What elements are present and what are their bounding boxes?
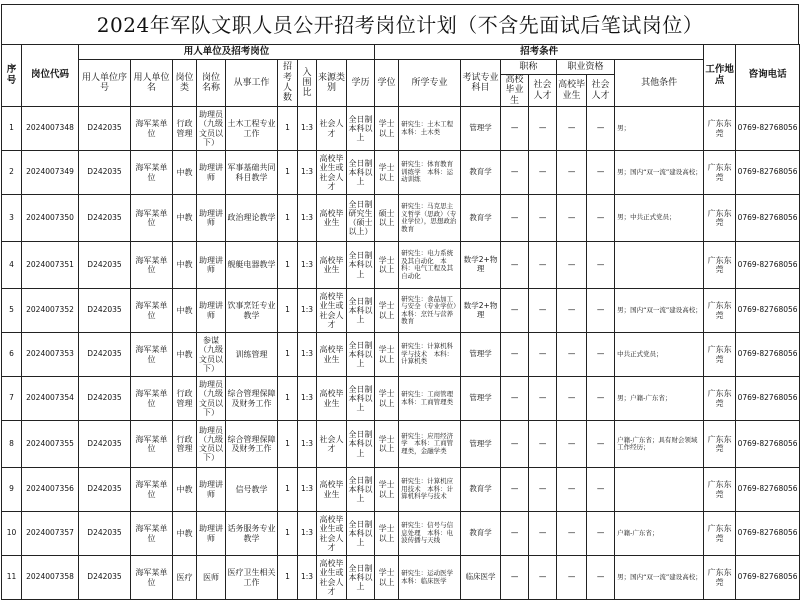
cell-qual-grad: — — [557, 289, 587, 333]
cell-title-social: — — [529, 556, 557, 600]
cell-degree: 学士以上 — [375, 468, 399, 512]
cell-seq: 3 — [2, 195, 22, 242]
cell-count: 1 — [278, 289, 298, 333]
cell-phone: 0769-82768056 — [736, 107, 800, 151]
header-source: 来源类别 — [317, 60, 347, 107]
table-row — [2, 556, 800, 600]
table-body — [2, 107, 800, 600]
cell-work: 政治理论教学 — [226, 195, 278, 242]
cell-employer-seq: D242035 — [79, 377, 131, 421]
cell-qual-grad: — — [557, 333, 587, 377]
cell-ratio: 1:3 — [298, 512, 317, 556]
header-group-employer: 用人单位及招考岗位 — [79, 45, 375, 60]
cell-employer-name: 海军某单位 — [131, 468, 173, 512]
cell-employer-name: 海军某单位 — [131, 195, 173, 242]
cell-degree: 学士以上 — [375, 333, 399, 377]
cell-employer-seq: D242035 — [79, 151, 131, 195]
table-row — [2, 242, 800, 289]
header-qual-grad: 高校毕业生 — [557, 75, 587, 107]
cell-count: 1 — [278, 377, 298, 421]
cell-other: 男；户籍-广东省； — [615, 377, 704, 421]
cell-ratio: 1:3 — [298, 556, 317, 600]
cell-source: 高校毕业生 — [317, 333, 347, 377]
cell-source: 高校毕业生或社会人才 — [317, 289, 347, 333]
cell-qual-social: — — [587, 151, 615, 195]
header-major: 所学专业 — [399, 60, 461, 107]
cell-other: 男；中共正式党员； — [615, 195, 704, 242]
cell-seq: 5 — [2, 289, 22, 333]
cell-location: 广东东莞 — [704, 512, 736, 556]
cell-post-name: 助理讲师 — [197, 151, 226, 195]
cell-other: 男；国内“双一流”建设高校； — [615, 151, 704, 195]
header-degree: 学位 — [375, 60, 399, 107]
cell-source: 高校毕业生或社会人才 — [317, 512, 347, 556]
cell-post-type: 中教 — [173, 195, 197, 242]
header-employer-name: 用人单位名 — [131, 60, 173, 107]
cell-post-name: 助理员（九级文员以下） — [197, 107, 226, 151]
cell-employer-seq: D242035 — [79, 289, 131, 333]
cell-employer-name: 海军某单位 — [131, 421, 173, 468]
cell-work: 舰艇电器教学 — [226, 242, 278, 289]
cell-employer-name: 海军某单位 — [131, 333, 173, 377]
cell-post-type: 中教 — [173, 242, 197, 289]
cell-post-code: 2024007357 — [22, 512, 79, 556]
cell-phone: 0769-82768056 — [736, 421, 800, 468]
cell-count: 1 — [278, 195, 298, 242]
cell-exam-subject: 教育学 — [461, 512, 501, 556]
cell-post-code: 2024007353 — [22, 333, 79, 377]
cell-major: 研究生：信号与信息处理 本科：电波传播与天线 — [399, 512, 461, 556]
cell-title-grad: — — [501, 289, 529, 333]
cell-employer-seq: D242035 — [79, 195, 131, 242]
cell-qual-grad: — — [557, 195, 587, 242]
cell-seq: 7 — [2, 377, 22, 421]
cell-count: 1 — [278, 333, 298, 377]
cell-education: 全日制本科以上 — [347, 556, 375, 600]
cell-qual-grad: — — [557, 107, 587, 151]
cell-work: 信号教学 — [226, 468, 278, 512]
cell-exam-subject: 临床医学 — [461, 556, 501, 600]
cell-degree: 学士以上 — [375, 377, 399, 421]
cell-location: 广东东莞 — [704, 468, 736, 512]
cell-education: 全日制本科以上 — [347, 333, 375, 377]
cell-post-code: 2024007348 — [22, 107, 79, 151]
cell-qual-social: — — [587, 468, 615, 512]
cell-location: 广东东莞 — [704, 289, 736, 333]
table-row — [2, 195, 800, 242]
cell-seq: 8 — [2, 421, 22, 468]
header-phone: 咨询电话 — [736, 45, 800, 107]
cell-title-grad: — — [501, 151, 529, 195]
cell-qual-social: — — [587, 556, 615, 600]
cell-count: 1 — [278, 421, 298, 468]
cell-post-code: 2024007352 — [22, 289, 79, 333]
cell-post-code: 2024007351 — [22, 242, 79, 289]
recruitment-table — [1, 44, 800, 600]
cell-post-type: 中教 — [173, 512, 197, 556]
cell-post-type: 行政管理 — [173, 107, 197, 151]
cell-major: 研究生：体育教育训练学 本科：运动训练 — [399, 151, 461, 195]
cell-post-code: 2024007354 — [22, 377, 79, 421]
cell-seq: 2 — [2, 151, 22, 195]
cell-exam-subject: 管理学 — [461, 107, 501, 151]
cell-ratio: 1:3 — [298, 468, 317, 512]
cell-count: 1 — [278, 512, 298, 556]
cell-employer-seq: D242035 — [79, 468, 131, 512]
cell-qual-grad: — — [557, 242, 587, 289]
table-row — [2, 107, 800, 151]
table-row — [2, 512, 800, 556]
cell-phone: 0769-82768056 — [736, 242, 800, 289]
cell-employer-seq: D242035 — [79, 512, 131, 556]
cell-degree: 学士以上 — [375, 242, 399, 289]
cell-exam-subject: 管理学 — [461, 333, 501, 377]
cell-source: 高校毕业生 — [317, 468, 347, 512]
table-row — [2, 377, 800, 421]
cell-phone: 0769-82768056 — [736, 377, 800, 421]
cell-post-code: 2024007350 — [22, 195, 79, 242]
cell-seq: 1 — [2, 107, 22, 151]
cell-count: 1 — [278, 151, 298, 195]
cell-work: 综合管理保障及财务工作 — [226, 377, 278, 421]
cell-work: 饮事烹饪专业教学 — [226, 289, 278, 333]
cell-location: 广东东莞 — [704, 556, 736, 600]
cell-phone: 0769-82768056 — [736, 289, 800, 333]
cell-qual-social: — — [587, 289, 615, 333]
cell-phone: 0769-82768056 — [736, 468, 800, 512]
cell-work: 训练管理 — [226, 333, 278, 377]
header-qual-group: 职业资格 — [557, 60, 615, 75]
cell-seq: 10 — [2, 512, 22, 556]
cell-employer-name: 海军某单位 — [131, 107, 173, 151]
cell-post-type: 医疗 — [173, 556, 197, 600]
cell-post-name: 助理员（九级文员以下） — [197, 377, 226, 421]
cell-qual-grad: — — [557, 468, 587, 512]
cell-qual-social: — — [587, 333, 615, 377]
cell-source: 高校毕业生或社会人才 — [317, 556, 347, 600]
header-qual-social: 社会人才 — [587, 75, 615, 107]
cell-title-social: — — [529, 377, 557, 421]
cell-qual-social: — — [587, 195, 615, 242]
cell-post-code: 2024007355 — [22, 421, 79, 468]
table-row — [2, 151, 800, 195]
header-other: 其他条件 — [615, 60, 704, 107]
cell-exam-subject: 数学2+物理 — [461, 242, 501, 289]
header-ratio: 入围比 — [298, 60, 317, 107]
header-post-type: 岗位类 — [173, 60, 197, 107]
cell-other — [615, 468, 704, 512]
cell-education: 全日制本科以上 — [347, 151, 375, 195]
header-education: 学历 — [347, 60, 375, 107]
header-count: 招考人数 — [278, 60, 298, 107]
cell-major: 研究生：计算机应用技术 本科：计算机科学与技术 — [399, 468, 461, 512]
header-post-code: 岗位代码 — [22, 45, 79, 107]
cell-seq: 11 — [2, 556, 22, 600]
cell-seq: 6 — [2, 333, 22, 377]
cell-employer-name: 海军某单位 — [131, 289, 173, 333]
cell-ratio: 1:3 — [298, 242, 317, 289]
cell-title-social: — — [529, 151, 557, 195]
cell-post-name: 医师 — [197, 556, 226, 600]
cell-work: 医疗卫生相关工作 — [226, 556, 278, 600]
cell-title-grad: — — [501, 556, 529, 600]
cell-education: 全日制本科以上 — [347, 289, 375, 333]
cell-ratio: 1:3 — [298, 195, 317, 242]
cell-source: 高校毕业生或社会人才 — [317, 151, 347, 195]
cell-exam-subject: 管理学 — [461, 421, 501, 468]
cell-education: 全日制研究生（硕士以上） — [347, 195, 375, 242]
cell-count: 1 — [278, 242, 298, 289]
cell-qual-social: — — [587, 242, 615, 289]
header-title-grad: 高校毕业生 — [501, 75, 529, 107]
cell-title-grad: — — [501, 195, 529, 242]
cell-exam-subject: 管理学 — [461, 377, 501, 421]
cell-work: 军事基础共同科目教学 — [226, 151, 278, 195]
cell-count: 1 — [278, 468, 298, 512]
cell-employer-name: 海军某单位 — [131, 151, 173, 195]
cell-source: 高校毕业生 — [317, 195, 347, 242]
cell-ratio: 1:3 — [298, 107, 317, 151]
cell-ratio: 1:3 — [298, 421, 317, 468]
cell-post-name: 助理讲师 — [197, 468, 226, 512]
cell-other: 男；国内“双一流”建设高校； — [615, 556, 704, 600]
cell-education: 全日制本科以上 — [347, 242, 375, 289]
cell-location: 广东东莞 — [704, 151, 736, 195]
cell-degree: 学士以上 — [375, 107, 399, 151]
cell-post-code: 2024007358 — [22, 556, 79, 600]
cell-count: 1 — [278, 107, 298, 151]
cell-major: 研究生：食品加工与安全（专业学位） 本科：烹饪与营养教育 — [399, 289, 461, 333]
cell-employer-seq: D242035 — [79, 556, 131, 600]
cell-title-social: — — [529, 242, 557, 289]
header-exam-subject: 考试专业科目 — [461, 60, 501, 107]
table-row — [2, 289, 800, 333]
cell-work: 综合管理保障及财务工作 — [226, 421, 278, 468]
cell-seq: 4 — [2, 242, 22, 289]
cell-qual-social: — — [587, 107, 615, 151]
cell-education: 全日制本科以上 — [347, 377, 375, 421]
header-title-social: 社会人才 — [529, 75, 557, 107]
cell-degree: 硕士以上 — [375, 195, 399, 242]
cell-phone: 0769-82768056 — [736, 512, 800, 556]
cell-post-type: 中教 — [173, 289, 197, 333]
cell-other: 户籍-广东省；具有财会领域工作经历； — [615, 421, 704, 468]
cell-employer-name: 海军某单位 — [131, 242, 173, 289]
cell-source: 社会人才 — [317, 421, 347, 468]
cell-location: 广东东莞 — [704, 333, 736, 377]
cell-source: 高校毕业生 — [317, 242, 347, 289]
cell-post-name: 助理员（九级文员以下） — [197, 421, 226, 468]
cell-other: 男；国内“双一流”建设高校； — [615, 289, 704, 333]
cell-other: 中共正式党员； — [615, 333, 704, 377]
cell-work: 话务服务专业教学 — [226, 512, 278, 556]
cell-degree: 学士以上 — [375, 421, 399, 468]
cell-employer-seq: D242035 — [79, 333, 131, 377]
cell-title-social: — — [529, 107, 557, 151]
cell-employer-name: 海军某单位 — [131, 512, 173, 556]
cell-qual-grad: — — [557, 556, 587, 600]
cell-phone: 0769-82768056 — [736, 151, 800, 195]
cell-ratio: 1:3 — [298, 333, 317, 377]
header-work: 从事工作 — [226, 60, 278, 107]
cell-exam-subject: 教育学 — [461, 195, 501, 242]
cell-ratio: 1:3 — [298, 377, 317, 421]
cell-phone: 0769-82768056 — [736, 333, 800, 377]
cell-title-grad: — — [501, 107, 529, 151]
cell-qual-social: — — [587, 377, 615, 421]
cell-title-grad: — — [501, 512, 529, 556]
cell-other: 户籍-广东省； — [615, 512, 704, 556]
cell-qual-social: — — [587, 512, 615, 556]
cell-location: 广东东莞 — [704, 242, 736, 289]
cell-education: 全日制本科以上 — [347, 468, 375, 512]
cell-location: 广东东莞 — [704, 421, 736, 468]
cell-education: 全日制本科以上 — [347, 107, 375, 151]
cell-major: 研究生：运动医学 本科：临床医学 — [399, 556, 461, 600]
table-row — [2, 333, 800, 377]
cell-post-code: 2024007356 — [22, 468, 79, 512]
cell-major: 研究生：工商管理 本科：工商管理类 — [399, 377, 461, 421]
cell-count: 1 — [278, 556, 298, 600]
cell-seq: 9 — [2, 468, 22, 512]
cell-post-type: 行政管理 — [173, 421, 197, 468]
cell-post-code: 2024007349 — [22, 151, 79, 195]
cell-source: 高校毕业生 — [317, 377, 347, 421]
cell-other: 男； — [615, 107, 704, 151]
cell-location: 广东东莞 — [704, 377, 736, 421]
cell-degree: 学士以上 — [375, 151, 399, 195]
cell-education: 全日制本科以上 — [347, 421, 375, 468]
cell-title-social: — — [529, 289, 557, 333]
cell-title-grad: — — [501, 468, 529, 512]
cell-major: 研究生：应用经济学 本科：工商管理类，金融学类 — [399, 421, 461, 468]
cell-ratio: 1:3 — [298, 289, 317, 333]
cell-exam-subject: 教育学 — [461, 468, 501, 512]
cell-major: 研究生：电力系统及其自动化 本科：电气工程及其自动化 — [399, 242, 461, 289]
header-title-group: 职称 — [501, 60, 557, 75]
cell-other — [615, 242, 704, 289]
cell-title-grad: — — [501, 333, 529, 377]
cell-degree: 学士以上 — [375, 556, 399, 600]
cell-post-name: 助理讲师 — [197, 195, 226, 242]
header-seq: 序号 — [2, 45, 22, 107]
cell-education: 全日制本科以上 — [347, 512, 375, 556]
cell-title-grad: — — [501, 421, 529, 468]
cell-major: 研究生：马克思主义哲学（思政）（专业学位），思想政治教育 — [399, 195, 461, 242]
cell-location: 广东东莞 — [704, 107, 736, 151]
cell-title-social: — — [529, 195, 557, 242]
cell-employer-seq: D242035 — [79, 242, 131, 289]
cell-title-social: — — [529, 421, 557, 468]
table-row — [2, 468, 800, 512]
cell-qual-grad: — — [557, 421, 587, 468]
cell-location: 广东东莞 — [704, 195, 736, 242]
cell-employer-seq: D242035 — [79, 421, 131, 468]
cell-title-social: — — [529, 333, 557, 377]
cell-phone: 0769-82768056 — [736, 195, 800, 242]
cell-post-name: 助理讲师 — [197, 289, 226, 333]
header-group-conditions: 招考条件 — [375, 45, 704, 60]
cell-major: 研究生：计算机科学与技术 本科：计算机类 — [399, 333, 461, 377]
cell-post-name: 助理讲师 — [197, 512, 226, 556]
cell-exam-subject: 教育学 — [461, 151, 501, 195]
header-location: 工作地点 — [704, 45, 736, 107]
cell-post-type: 中教 — [173, 468, 197, 512]
cell-degree: 学士以上 — [375, 289, 399, 333]
page-title: 2024年军队文职人员公开招考岗位计划（不含先面试后笔试岗位） — [1, 4, 799, 44]
cell-major: 研究生：土木工程 本科：土木类 — [399, 107, 461, 151]
cell-ratio: 1:3 — [298, 151, 317, 195]
table-row — [2, 421, 800, 468]
cell-qual-grad: — — [557, 151, 587, 195]
cell-post-name: 参谋（九级文员以下） — [197, 333, 226, 377]
cell-qual-grad: — — [557, 512, 587, 556]
cell-phone: 0769-82768056 — [736, 556, 800, 600]
cell-work: 土木工程专业工作 — [226, 107, 278, 151]
header-employer-seq: 用人单位序号 — [79, 60, 131, 107]
cell-title-grad: — — [501, 242, 529, 289]
cell-degree: 学士以上 — [375, 512, 399, 556]
cell-employer-name: 海军某单位 — [131, 556, 173, 600]
cell-qual-grad: — — [557, 377, 587, 421]
cell-exam-subject: 数学2+物理 — [461, 289, 501, 333]
cell-post-type: 中教 — [173, 333, 197, 377]
cell-title-grad: — — [501, 377, 529, 421]
cell-title-social: — — [529, 512, 557, 556]
cell-employer-name: 海军某单位 — [131, 377, 173, 421]
cell-source: 社会人才 — [317, 107, 347, 151]
cell-employer-seq: D242035 — [79, 107, 131, 151]
cell-post-type: 中教 — [173, 151, 197, 195]
cell-post-name: 助理讲师 — [197, 242, 226, 289]
header-post-name: 岗位名称 — [197, 60, 226, 107]
cell-qual-social: — — [587, 421, 615, 468]
cell-title-social: — — [529, 468, 557, 512]
cell-post-type: 行政管理 — [173, 377, 197, 421]
